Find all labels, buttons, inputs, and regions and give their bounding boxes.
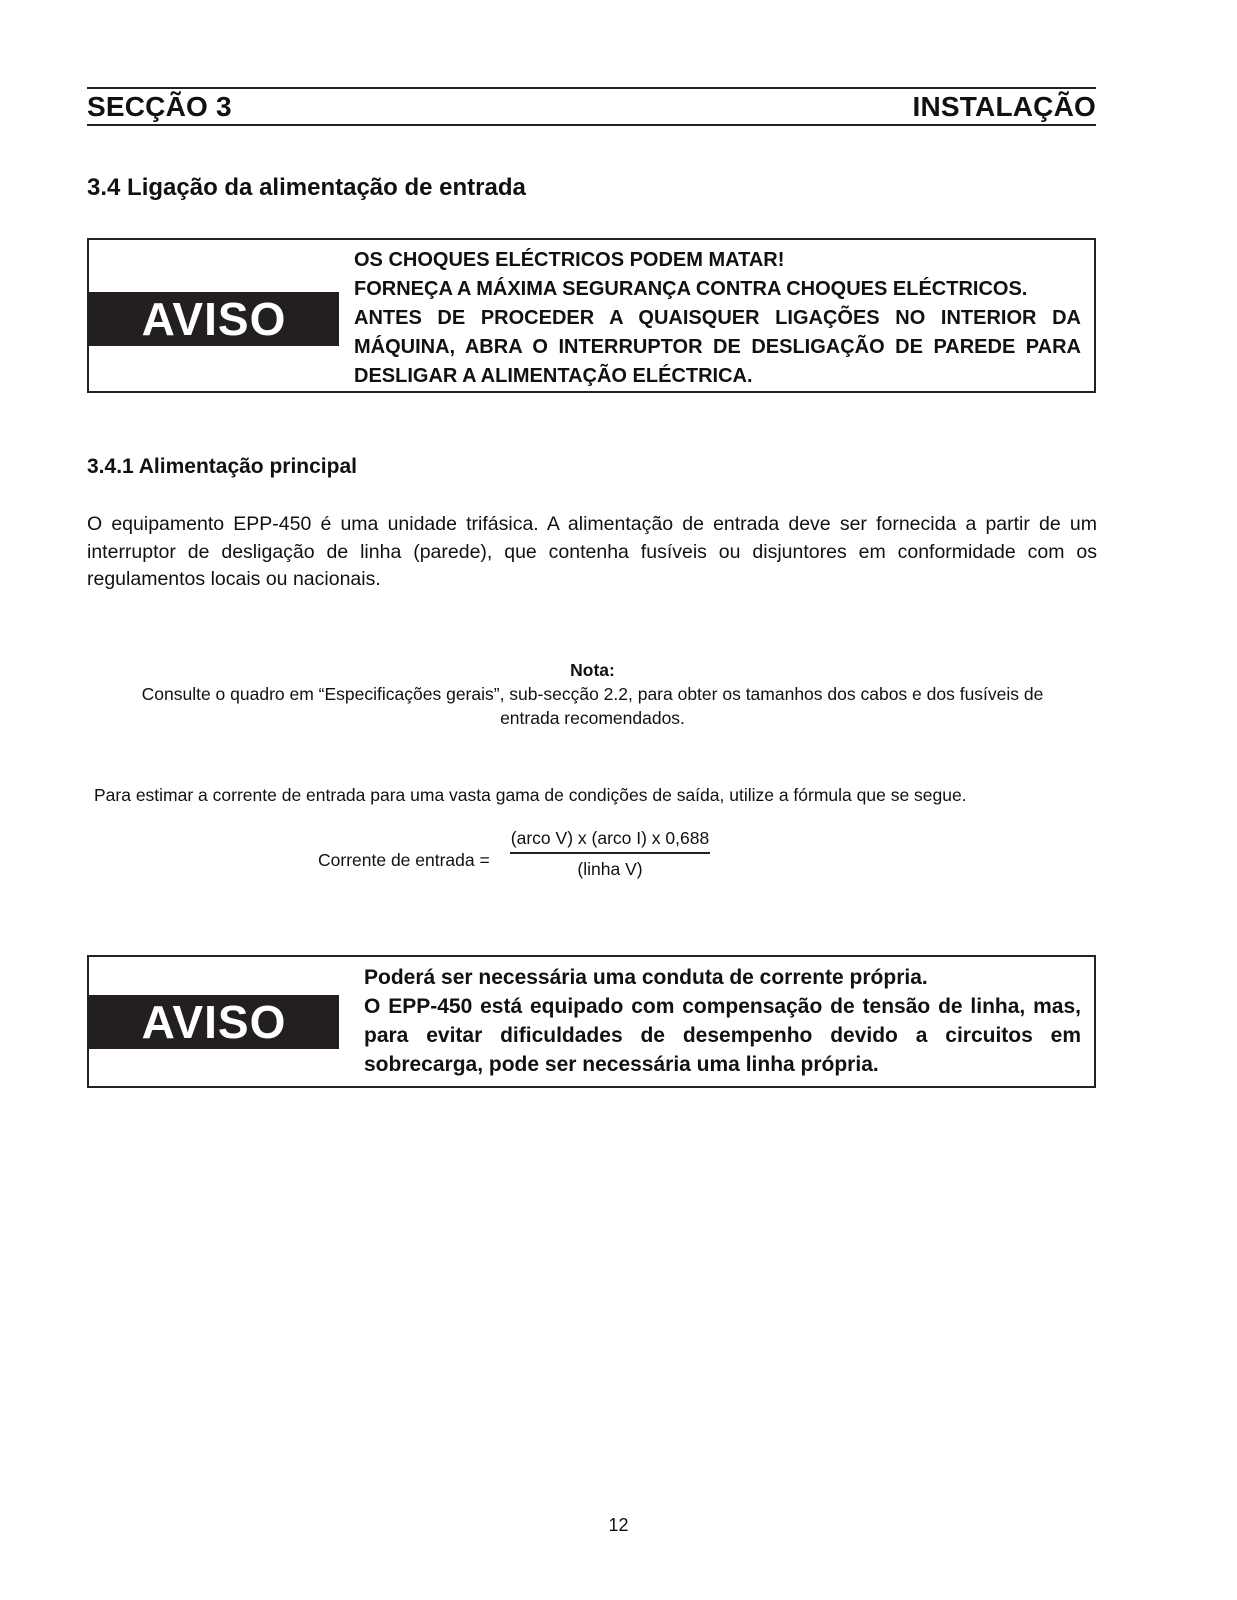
section-title: 3.4 Ligação da alimentação de entrada <box>87 174 526 201</box>
formula-lhs: Corrente de entrada = <box>318 850 490 870</box>
note-label: Nota: <box>570 660 615 680</box>
page-header <box>87 87 1096 126</box>
warning-line: O EPP-450 está equipado com compensação de tensão de linha, mas, para evitar dificuldades de desempenho devido a circuitos em sobrecarga, pode ser necessária uma linha própria. <box>364 995 1081 1076</box>
warning-box-electric-shock <box>87 238 1096 393</box>
page-number: 12 <box>608 1515 629 1535</box>
note-block <box>110 658 1075 730</box>
warning-label: AVISO <box>89 995 339 1049</box>
subsection-title: 3.4.1 Alimentação principal <box>87 455 357 478</box>
formula-denominator: (linha V) <box>577 859 643 879</box>
warning-text <box>364 963 1081 1079</box>
note-text: Consulte o quadro em “Especificações gerais”, sub-secção 2.2, para obter os tamanhos dos cabos e dos fusíveis de entrada recomendados. <box>141 684 1044 728</box>
formula-numerator: (arco V) x (arco I) x 0,688 <box>510 828 710 854</box>
warning-line: FORNEÇA A MÁXIMA SEGURANÇA CONTRA CHOQUES ELÉCTRICOS. <box>354 278 1028 300</box>
formula-fraction <box>510 828 710 880</box>
header-title: INSTALAÇÃO <box>912 90 1096 122</box>
warning-text <box>354 246 1081 391</box>
warning-line: ANTES DE PROCEDER A QUAISQUER LIGAÇÕES NO INTERIOR DA MÁQUINA, ABRA O INTERRUPTOR DE DESLIGAÇÃO DE PAREDE PARA DESLIGAR A ALIMENTAÇÃO ELÉCTRICA. <box>354 307 1081 387</box>
warning-box-dedicated-line <box>87 955 1096 1088</box>
header-section: SECÇÃO 3 <box>87 90 232 122</box>
warning-label: AVISO <box>89 292 339 346</box>
formula-intro: Para estimar a corrente de entrada para uma vasta gama de condições de saída, utilize a fórmula que se segue. <box>94 785 967 805</box>
warning-line: OS CHOQUES ELÉCTRICOS PODEM MATAR! <box>354 249 785 271</box>
warning-line: Poderá ser necessária uma conduta de corrente própria. <box>364 966 928 989</box>
body-paragraph: O equipamento EPP-450 é uma unidade trifásica. A alimentação de entrada deve ser fornecida a partir de um interruptor de desligação de linha (parede), que contenha fusíveis ou disjuntores em conformidade com os regulamentos locais ou nacionais. <box>87 513 1097 590</box>
